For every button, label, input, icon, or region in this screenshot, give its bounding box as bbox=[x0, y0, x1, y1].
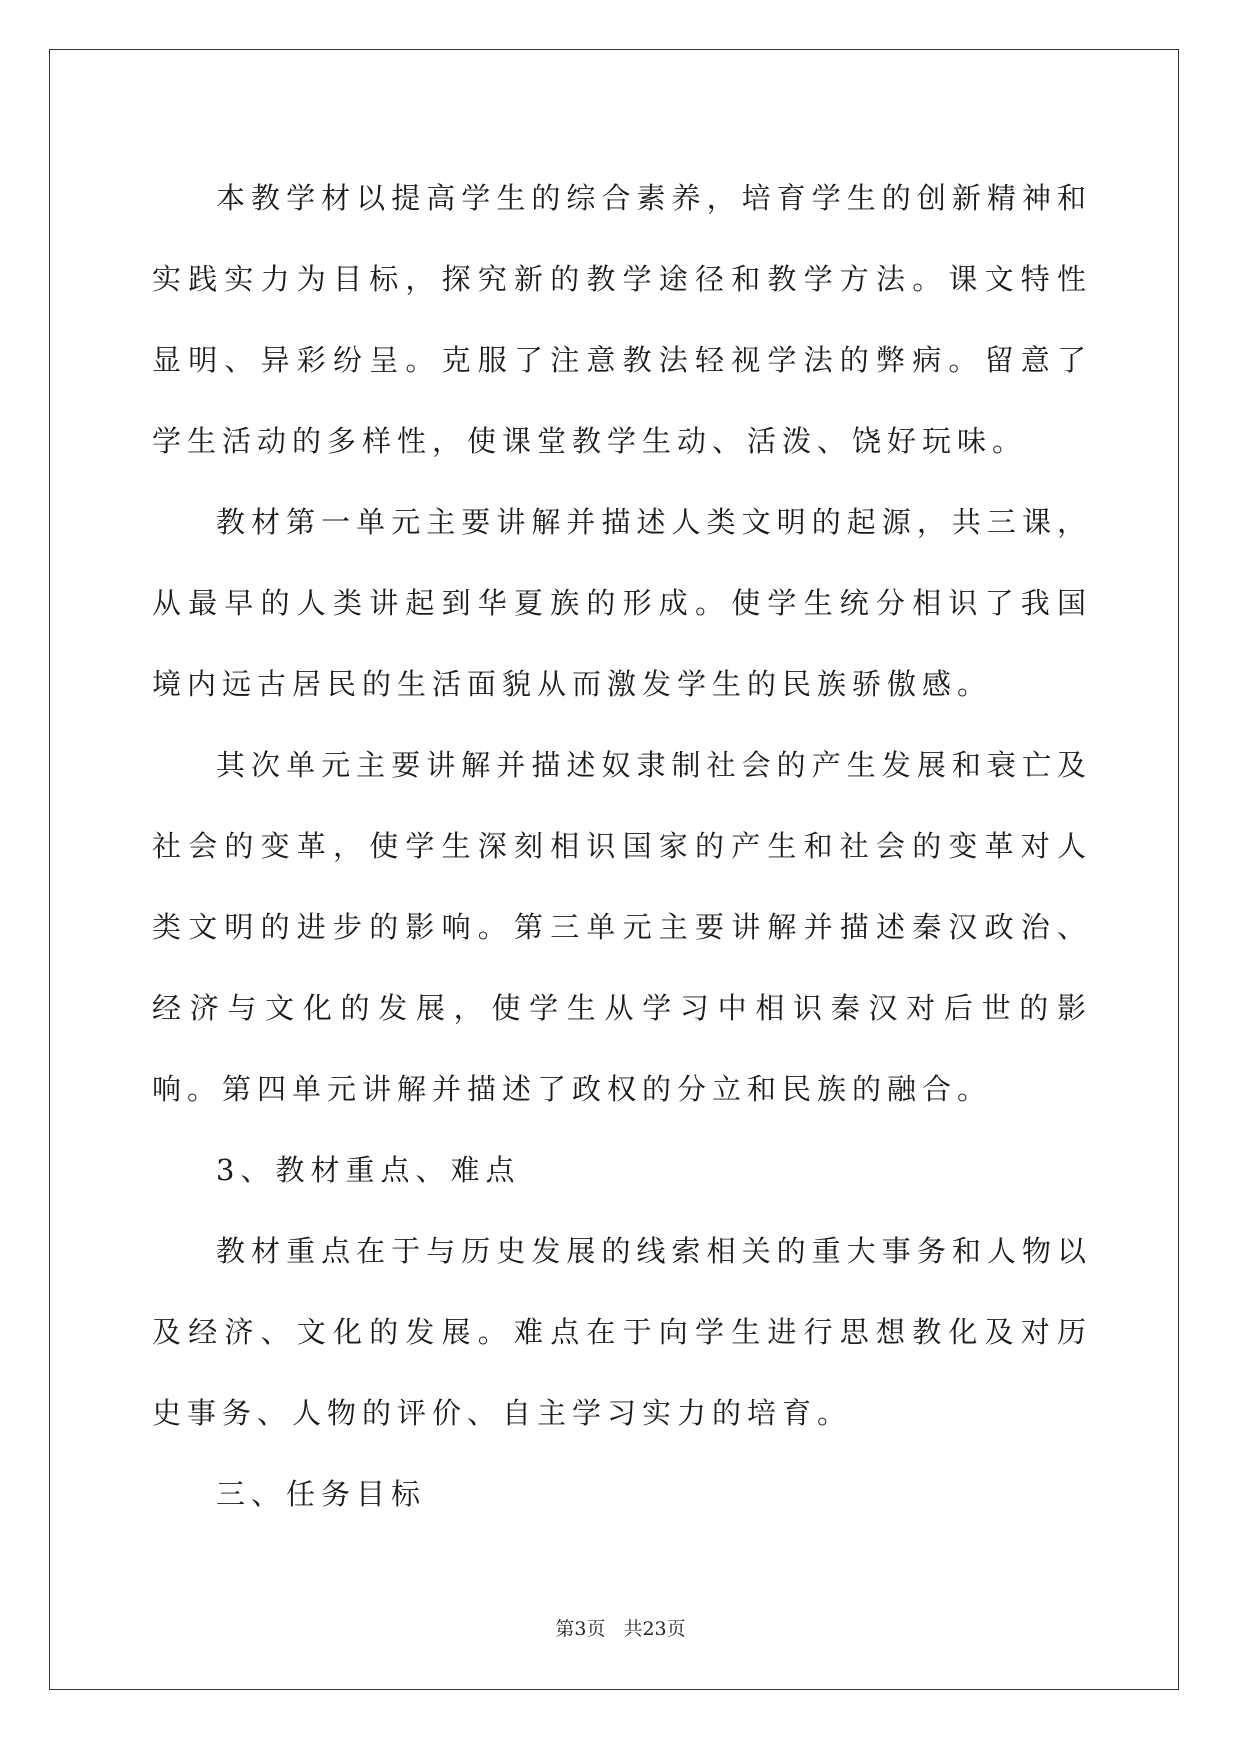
page-footer bbox=[0, 1614, 1241, 1641]
section-heading-key-points: 3、教材重点、难点 bbox=[216, 1153, 521, 1187]
paragraph-units-two-to-four: 其次单元主要讲解并描述奴隶制社会的产生发展和衰亡及社会的变革，使学生深刻相识国家的产生和社会的变革对人类文明的进步的影响。第三单元主要讲解并描述秦汉政治、经济与文化的发展，使学生从学习中相识秦汉对后世的影响。第四单元讲解并描述了政权的分立和民族的融合。 bbox=[152, 748, 1092, 1106]
paragraph-unit-one: 教材第一单元主要讲解并描述人类文明的起源，共三课，从最早的人类讲起到华夏族的形成。使学生统分相识了我国境内远古居民的生活面貌从而激发学生的民族骄傲感。 bbox=[152, 505, 1092, 701]
page-total: 共23页 bbox=[623, 1618, 686, 1640]
document-body bbox=[152, 158, 1092, 1535]
page-number: 第3页 bbox=[555, 1618, 606, 1640]
paragraph-intro: 本教学材以提高学生的综合素养，培育学生的创新精神和实践实力为目标，探究新的教学途径和教学方法。课文特性显明、异彩纷呈。克服了注意教法轻视学法的弊病。留意了学生活动的多样性，使课堂教学生动、活泼、饶好玩味。 bbox=[152, 181, 1092, 458]
section-heading-task-goals: 三、任务目标 bbox=[216, 1477, 427, 1511]
paragraph-key-points: 教材重点在于与历史发展的线索相关的重大事务和人物以及经济、文化的发展。难点在于向学生进行思想教化及对历史事务、人物的评价、自主学习实力的培育。 bbox=[152, 1234, 1092, 1430]
